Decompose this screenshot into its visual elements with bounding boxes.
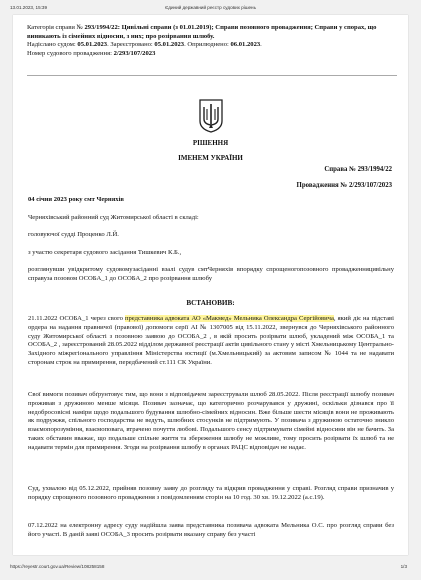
paragraph-request: 07.12.2022 на електронну адресу суду надійшла заява представника позивача адвоката Мельника О.С. про розгляд справи без його участі. В даній заяві ОСОБА_3 просить розірвати вказану справу без участі (28, 522, 394, 538)
print-datetime: 13.01.2023, 15:39 (10, 5, 48, 10)
page-counter: 1/3 (400, 564, 407, 569)
highlighted-representative: представника адвоката АО «Макмед» Мельника Олександра Сергійовича (124, 315, 334, 322)
case-metadata (27, 24, 399, 58)
document-title: РІШЕННЯ (192, 139, 229, 147)
document-subtitle: ІМЕНЕМ УКРАЇНИ (178, 154, 243, 162)
paragraph-ruling: Суд, ухвалою від 05.12.2022, прийняв позовну заяву до розгляду та відкрив провадження у справі. Розгляд справи призначив у порядку спрощеного позовного провадження з повідомленням сторін на 10 год. 30 хв. 19.12.2022 (а.с.19). (28, 485, 394, 501)
court-secretary: з участю секретаря судового засідання Тишкевич К.Б., (28, 249, 182, 256)
presiding-judge: головуючої судді Проценко Л.Й. (28, 231, 119, 238)
page-url: https://reyestr.court.gov.ua/Review/108258158 (10, 564, 105, 569)
print-title: Єдиний державний реєстр судових рішень (165, 5, 256, 10)
consideration-paragraph: розглянувши увідкритому судовомузасіданні взалі судув смтЧерняхів впорядку спрощеногопозовного провадженняцивільну справуза позовом ОСОБА_1 до ОСОБА_2 про розірвання шлюбу (28, 266, 394, 282)
proceeding-number-heading: Провадження № 2/293/107/2023 (296, 182, 392, 189)
court-composition: Черняхівський районний суд Житомирської області в складі: (28, 214, 199, 221)
paragraph-grounds: Свої вимоги позивач обґрунтовує тим, що вони з відповідачем зареєстрували шлюб 28.05.2022. Після реєстрації шлюбу позивач проживав з дружиною менше місяця. Позивач зазначає, що категорично розчарувався у дружині, оскільки дізнався про її недобросовісні наміри щодо подальшого будування шлюбно-сімейних відносин. Вже більше шести місяців вони не проживають як подружжя, спільного господарства не ведуть, шлюбних стосунків не підтримують. У позивача з дружиною остаточно зникло взаємопорозуміння, взаємоповага, втрачено почуття любові. Подальшого сенсу підтримувати сімейні відносини він не бачить. За таких обставин вважає, що подальше спільне життя та збереження шлюбу не можливе, тому просить розірвати їх шлюб та не надавати термін для примирення. Згоди на розірвання шлюбу в органах РАЦС відповідач не надає. (28, 391, 394, 451)
coat-of-arms-icon (199, 99, 223, 133)
case-category: Категорія справи № 293/1994/22: Цивільні справи (з 01.01.2019); Справи позовного провадження; Справи у спорах, що виникають із сімейних відносин, з них; про розірвання шлюбу. (27, 24, 377, 40)
document-page (13, 15, 408, 555)
case-number: Справа № 293/1994/22 (324, 166, 392, 173)
date-and-place: 04 січня 2023 року смт Черняхів (28, 196, 124, 203)
print-footer (0, 561, 421, 575)
paragraph-claim: 21.11.2022 ОСОБА_1 через свого представника адвоката АО «Макмед» Мельника Олександра Сергійовича, який діє на підставі ордера на надання правничої (правової) допомоги серії АІ № 1307005 від 15.11.2022, звернувся до Черняхівського районного суду Житомирської області з позовною заявою до ОСОБА_2 , в якій просить розірвати шлюб, укладений між ОСОБА_1 та ОСОБА_2 , зареєстрований 28.05.2022 відділом державної реєстрації актів цивільного стану у місті Хмельницькому Центрально-Західного міжрегіонального управління Міністерства юстиції (м.Хмельницький) за актовим записом № 1044 та не надавати сторонам строк на примирення, передбачений ст.111 СК України. (28, 315, 394, 366)
case-dates: Надіслано судом: 05.01.2023. Зареєстровано: 05.01.2023. Оприлюднено: 06.01.2023. (27, 41, 262, 49)
metadata-divider (27, 75, 397, 76)
established-heading: ВСТАНОВИВ: (186, 299, 235, 307)
proceeding-number: Номер судового провадження: 2/293/107/2023 (27, 49, 156, 57)
